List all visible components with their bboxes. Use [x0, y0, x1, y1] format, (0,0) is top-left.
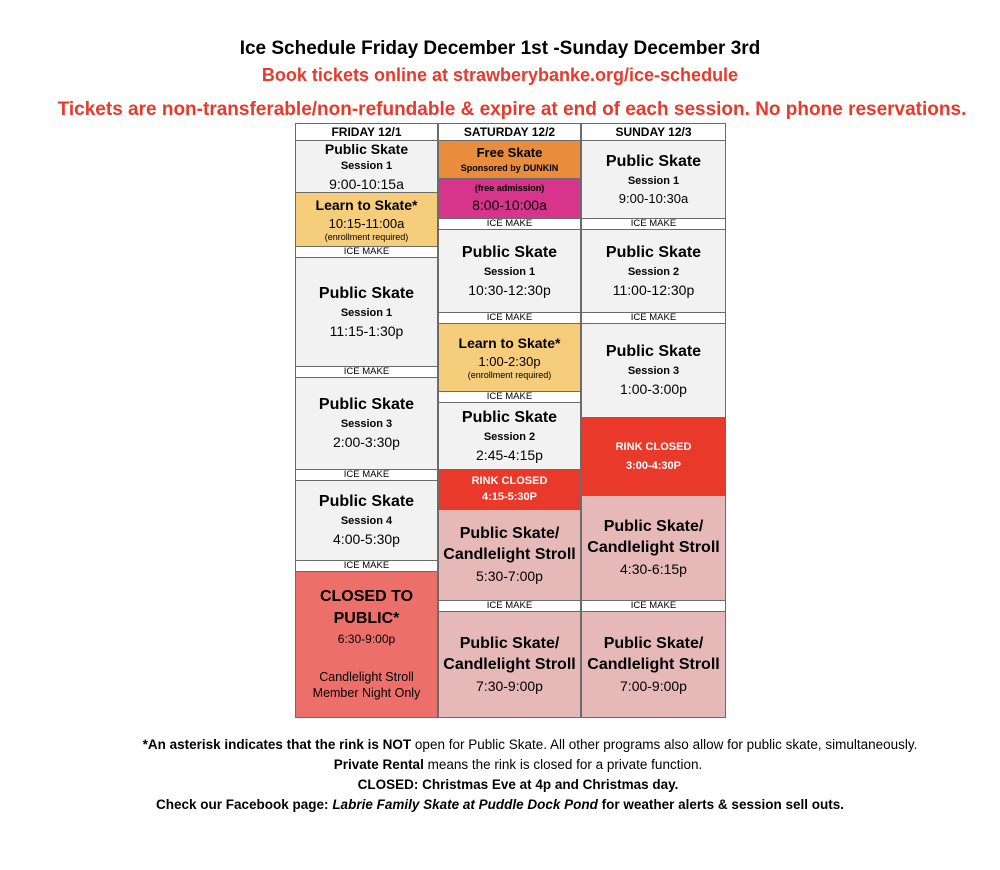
block-time: 9:00-10:30a [618, 190, 689, 206]
saturday-public-skate-1 [438, 229, 581, 313]
friday-public-skate-2 [295, 257, 438, 367]
block-title-line1: Public Skate/ [459, 634, 560, 652]
friday-header: FRIDAY 12/1 [295, 123, 438, 141]
block-session: Session 1 [483, 265, 536, 278]
saturday-column [438, 123, 581, 718]
block-session: Session 3 [340, 418, 393, 431]
block-note-line2: Member Night Only [312, 686, 421, 701]
block-title-line2: Candlelight Stroll [443, 546, 576, 564]
block-title: RINK CLOSED [615, 440, 692, 453]
block-time: 4:30-6:15p [620, 561, 687, 578]
saturday-free-admission [438, 178, 581, 219]
friday-closed-to-public [295, 571, 438, 718]
booking-link-text: Book tickets online at strawberybanke.org/ice-schedule [261, 65, 739, 85]
block-time: 6:30-9:00p [337, 631, 396, 646]
friday-public-skate-4 [295, 480, 438, 561]
block-sponsor: Sponsored by DUNKIN [460, 163, 559, 174]
sunday-ice-make-2: ICE MAKE [581, 312, 726, 324]
saturday-candlelight-2 [438, 611, 581, 718]
footnote-text: open for Public Skate. All other programs also allow for public skate, simultaneously. [411, 737, 918, 752]
footnote-closed-dates: CLOSED: Christmas Eve at 4p and Christmas day. [357, 777, 679, 792]
footnote-term: Private Rental [333, 757, 424, 772]
saturday-free-skate [438, 140, 581, 179]
block-session: Session 4 [340, 515, 393, 528]
sunday-public-skate-1 [581, 140, 726, 219]
block-time: 7:30-9:00p [476, 677, 543, 694]
friday-ice-make-4: ICE MAKE [295, 560, 438, 572]
block-title-line2: Candlelight Stroll [443, 655, 576, 673]
block-title: Public Skate [318, 493, 415, 511]
block-title-line1: Public Skate/ [459, 525, 560, 543]
sunday-ice-make-3: ICE MAKE [581, 600, 726, 612]
block-note: (enrollment required) [467, 369, 552, 380]
saturday-ice-make-3: ICE MAKE [438, 391, 581, 403]
block-title-line1: Public Skate/ [603, 634, 704, 652]
block-title: Public Skate [318, 284, 415, 302]
block-time: 7:00-9:00p [620, 677, 687, 694]
block-time: 11:15-1:30p [329, 322, 404, 339]
block-time: 1:00-3:00p [620, 381, 687, 398]
block-title-line2: Candlelight Stroll [587, 539, 720, 557]
block-time: 3:00-4:30P [625, 459, 682, 472]
saturday-header: SATURDAY 12/2 [438, 123, 581, 141]
block-session: Session 1 [340, 306, 393, 319]
block-time: 2:00-3:30p [333, 434, 400, 451]
block-session: Session 1 [627, 174, 680, 187]
block-session: Session 3 [627, 365, 680, 378]
sunday-rink-closed [581, 417, 726, 496]
block-time: 1:00-2:30p [478, 354, 541, 370]
block-title-line2: Candlelight Stroll [587, 655, 720, 673]
block-title: Public Skate [461, 408, 558, 426]
saturday-ice-make-2: ICE MAKE [438, 312, 581, 324]
sunday-ice-make-1: ICE MAKE [581, 218, 726, 230]
block-time: 4:00-5:30p [333, 531, 400, 548]
block-title: Public Skate [605, 243, 702, 261]
sunday-header: SUNDAY 12/3 [581, 123, 726, 141]
block-title-line2: PUBLIC* [333, 609, 400, 627]
block-title: Free Skate [476, 145, 543, 161]
block-title: Public Skate [605, 152, 702, 170]
friday-column [295, 123, 438, 718]
footnote-text: *An asterisk indicates that the rink is [142, 737, 383, 752]
footnote-private-rental [18, 757, 1000, 772]
friday-ice-make-1: ICE MAKE [295, 246, 438, 258]
block-note: (enrollment required) [324, 231, 409, 242]
friday-ice-make-2: ICE MAKE [295, 366, 438, 378]
friday-public-skate-1 [295, 140, 438, 193]
schedule-title: Ice Schedule Friday December 1st -Sunday December 3rd [239, 38, 761, 59]
block-title: Public Skate [324, 140, 409, 157]
friday-learn-to-skate [295, 192, 438, 247]
block-session: Session 2 [483, 430, 536, 443]
block-time: 10:15-11:00a [328, 216, 405, 232]
block-time: 11:00-12:30p [612, 281, 695, 298]
facebook-page-name: Labrie Family Skate at Puddle Dock Pond [332, 797, 598, 812]
footnote-text: means the rink is closed for a private function. [423, 757, 703, 772]
footnote-asterisk [30, 737, 1000, 752]
block-session: Session 1 [340, 160, 393, 173]
friday-public-skate-3 [295, 377, 438, 470]
footnote-emphasis: NOT [382, 737, 412, 752]
sunday-candlelight-2 [581, 611, 726, 718]
block-title: Public Skate [605, 343, 702, 361]
friday-ice-make-3: ICE MAKE [295, 469, 438, 481]
saturday-candlelight-1 [438, 509, 581, 601]
saturday-ice-make-4: ICE MAKE [438, 600, 581, 612]
block-time: 8:00-10:00a [472, 197, 547, 214]
block-title: Public Skate [318, 396, 415, 414]
block-title-line1: Public Skate/ [603, 518, 704, 536]
block-title: RINK CLOSED [471, 475, 548, 488]
saturday-public-skate-2 [438, 402, 581, 470]
sunday-public-skate-2 [581, 229, 726, 313]
footnote-text: for weather alerts & session sell outs. [597, 797, 844, 812]
block-time: 5:30-7:00p [476, 568, 543, 585]
ticket-policy: Tickets are non-transferable/non-refundable & expire at end of each session. No phone reservations. [57, 99, 967, 120]
block-note: (free admission) [474, 183, 545, 194]
block-title: Learn to Skate* [315, 196, 418, 213]
block-title: Learn to Skate* [458, 334, 561, 351]
saturday-learn-to-skate [438, 323, 581, 392]
sunday-column [581, 123, 726, 718]
saturday-rink-closed [438, 469, 581, 510]
block-time: 10:30-12:30p [468, 281, 551, 298]
block-time: 4:15-5:30P [481, 491, 538, 503]
sunday-public-skate-3 [581, 323, 726, 418]
block-time: 9:00-10:15a [329, 175, 404, 192]
footnote-text: Check our Facebook page: [156, 797, 333, 812]
block-time: 2:45-4:15p [476, 446, 543, 463]
footnote-facebook [0, 797, 1000, 812]
block-note-line1: Candlelight Stroll [319, 669, 414, 684]
block-title-line1: CLOSED TO [319, 587, 414, 605]
block-title: Public Skate [461, 243, 558, 261]
block-session: Session 2 [627, 265, 680, 278]
sunday-candlelight-1 [581, 495, 726, 601]
saturday-ice-make-1: ICE MAKE [438, 218, 581, 230]
